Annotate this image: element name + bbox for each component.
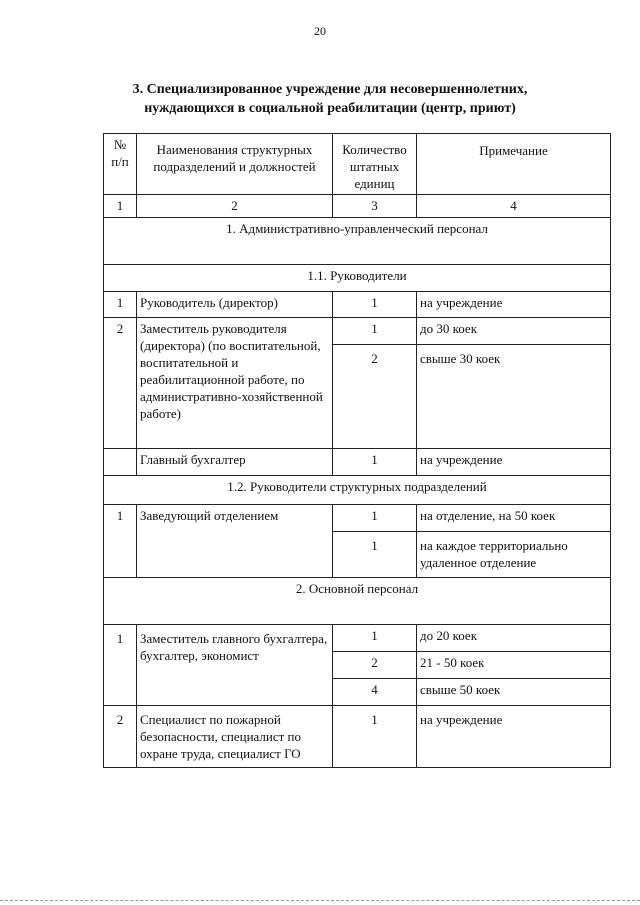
row-qty: 2 bbox=[333, 652, 417, 679]
row-qty: 1 bbox=[333, 706, 417, 768]
row-name: Заместитель главного бухгалтера, бухгалтер, экономист bbox=[137, 625, 333, 706]
row-qty: 1 bbox=[333, 318, 417, 345]
row-qty: 1 bbox=[333, 532, 417, 578]
row-note: свыше 50 коек bbox=[417, 679, 611, 706]
table-row bbox=[104, 505, 611, 532]
row-note: на учреждение bbox=[417, 706, 611, 768]
row-note: 21 - 50 коек bbox=[417, 652, 611, 679]
column-number: 4 bbox=[417, 195, 611, 218]
table-row bbox=[104, 625, 611, 652]
row-qty: 1 bbox=[333, 625, 417, 652]
header-no: № п/п bbox=[104, 134, 137, 195]
row-note: до 20 коек bbox=[417, 625, 611, 652]
section-row bbox=[104, 578, 611, 625]
row-name: Заместитель руководителя (директора) (по воспитательной, воспитательной и реабилитационной работе, по административно-хозяйственной работе) bbox=[137, 318, 333, 449]
row-no: 1 bbox=[104, 292, 137, 318]
row-qty: 1 bbox=[333, 505, 417, 532]
column-number-row bbox=[104, 195, 611, 218]
subsection-title: 1.2. Руководители структурных подразделений bbox=[104, 476, 611, 505]
subsection-row bbox=[104, 476, 611, 505]
title-line-2: нуждающихся в социальной реабилитации (центр, приют) bbox=[144, 101, 516, 116]
row-note: на учреждение bbox=[417, 449, 611, 476]
subsection-row bbox=[104, 265, 611, 292]
row-name: Заведующий отделением bbox=[137, 505, 333, 578]
table-row bbox=[104, 706, 611, 768]
staffing-table bbox=[103, 133, 611, 768]
row-note: на каждое территориально удаленное отделение bbox=[417, 532, 611, 578]
table-row bbox=[104, 449, 611, 476]
header-note: Примечание bbox=[417, 134, 611, 195]
header-name: Наименования структурных подразделений и должностей bbox=[137, 134, 333, 195]
section-title: 1. Административно-управленческий персонал bbox=[104, 218, 611, 265]
row-note: на отделение, на 50 коек bbox=[417, 505, 611, 532]
row-qty: 4 bbox=[333, 679, 417, 706]
row-no: 1 bbox=[104, 625, 137, 706]
row-no: 1 bbox=[104, 505, 137, 578]
row-name: Специалист по пожарной безопасности, специалист по охране труда, специалист ГО bbox=[137, 706, 333, 768]
title-line-1: 3. Специализированное учреждение для несовершеннолетних, bbox=[132, 82, 528, 97]
row-note: свыше 30 коек bbox=[417, 345, 611, 449]
row-no bbox=[104, 449, 137, 476]
page-bottom-rule bbox=[0, 900, 640, 902]
row-note: до 30 коек bbox=[417, 318, 611, 345]
row-note: на учреждение bbox=[417, 292, 611, 318]
section-row bbox=[104, 218, 611, 265]
table-row bbox=[104, 318, 611, 345]
column-number: 3 bbox=[333, 195, 417, 218]
page-number: 20 bbox=[314, 24, 326, 38]
column-number: 2 bbox=[137, 195, 333, 218]
document-title bbox=[90, 80, 570, 118]
row-no: 2 bbox=[104, 318, 137, 449]
section-title: 2. Основной персонал bbox=[104, 578, 611, 625]
row-qty: 1 bbox=[333, 292, 417, 318]
row-no: 2 bbox=[104, 706, 137, 768]
header-qty: Количество штатных единиц bbox=[333, 134, 417, 195]
table-header-row bbox=[104, 134, 611, 195]
row-name: Главный бухгалтер bbox=[137, 449, 333, 476]
table-row bbox=[104, 292, 611, 318]
subsection-title: 1.1. Руководители bbox=[104, 265, 611, 292]
row-qty: 1 bbox=[333, 449, 417, 476]
column-number: 1 bbox=[104, 195, 137, 218]
row-name: Руководитель (директор) bbox=[137, 292, 333, 318]
row-qty: 2 bbox=[333, 345, 417, 449]
